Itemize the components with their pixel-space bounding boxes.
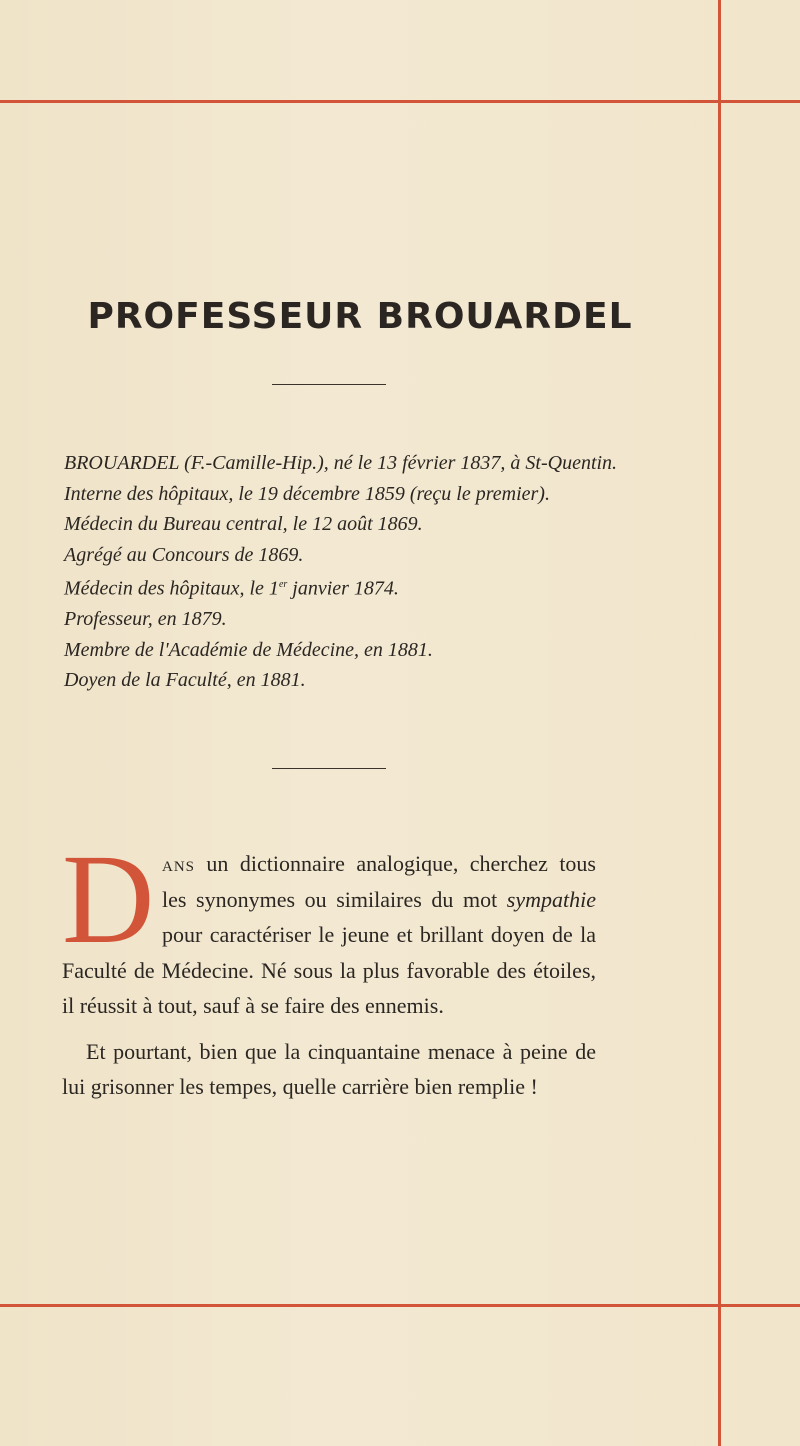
bio-line-agrege: Agrégé au Concours de 1869. xyxy=(64,543,304,566)
bio-line-bureau-central: Médecin du Bureau central, le 12 août 1869. xyxy=(64,513,423,535)
bio-line-academie: Membre de l'Académie de Médecine, en 1881. xyxy=(64,638,433,661)
bio-line-doyen: Doyen de la Faculté, en 1881. xyxy=(64,669,306,692)
paragraph-1 xyxy=(62,846,596,1024)
paragraph-2: Et pourtant, bien que la cinquantaine menace à peine de lui grisonner les tempes, quelle carrière bien remplie ! xyxy=(62,1038,596,1099)
dropcap xyxy=(62,850,154,950)
paragraph-1-a: un dictionnaire analogique, cherchez tous les synonymes ou similaires du mot xyxy=(162,851,596,912)
bio-line-interne: Interne des hôpitaux, le 19 décembre 1859 (reçu le premier). xyxy=(64,482,550,505)
bottom-red-rule xyxy=(0,1304,800,1307)
main-text xyxy=(62,846,596,1105)
bio-line-medecin-part1: Médecin des hôpitaux, le 1 xyxy=(64,577,279,600)
top-red-rule xyxy=(0,100,800,103)
paragraph-1-smallcaps: ans xyxy=(162,851,196,876)
bio-line-medecin-hopitaux xyxy=(64,570,624,604)
page-title: PROFESSEUR BROUARDEL xyxy=(87,296,633,337)
paragraph-1-b: pour caractériser le jeune et brillant doyen de la Faculté de Médecine. Né sous la plus favorable des étoiles, il réussit à tout, sauf à se faire des ennemis. xyxy=(62,922,596,1018)
bio-line-professeur: Professeur, en 1879. xyxy=(64,608,227,631)
dropcap-glyph xyxy=(62,850,154,950)
title-separator xyxy=(272,384,386,385)
paragraph-1-emphasis: sympathie xyxy=(506,886,596,912)
bio-line-medecin-part2: janvier 1874. xyxy=(287,577,399,600)
dropcap-letter: D xyxy=(62,850,154,950)
right-red-rule xyxy=(718,0,721,1446)
bio-line-medecin-sup: er xyxy=(278,579,288,590)
bio-separator xyxy=(272,768,386,769)
biography xyxy=(64,448,624,696)
bio-line-birth: BROUARDEL (F.-Camille-Hip.), né le 13 février 1837, à St-Quentin. xyxy=(64,452,618,474)
